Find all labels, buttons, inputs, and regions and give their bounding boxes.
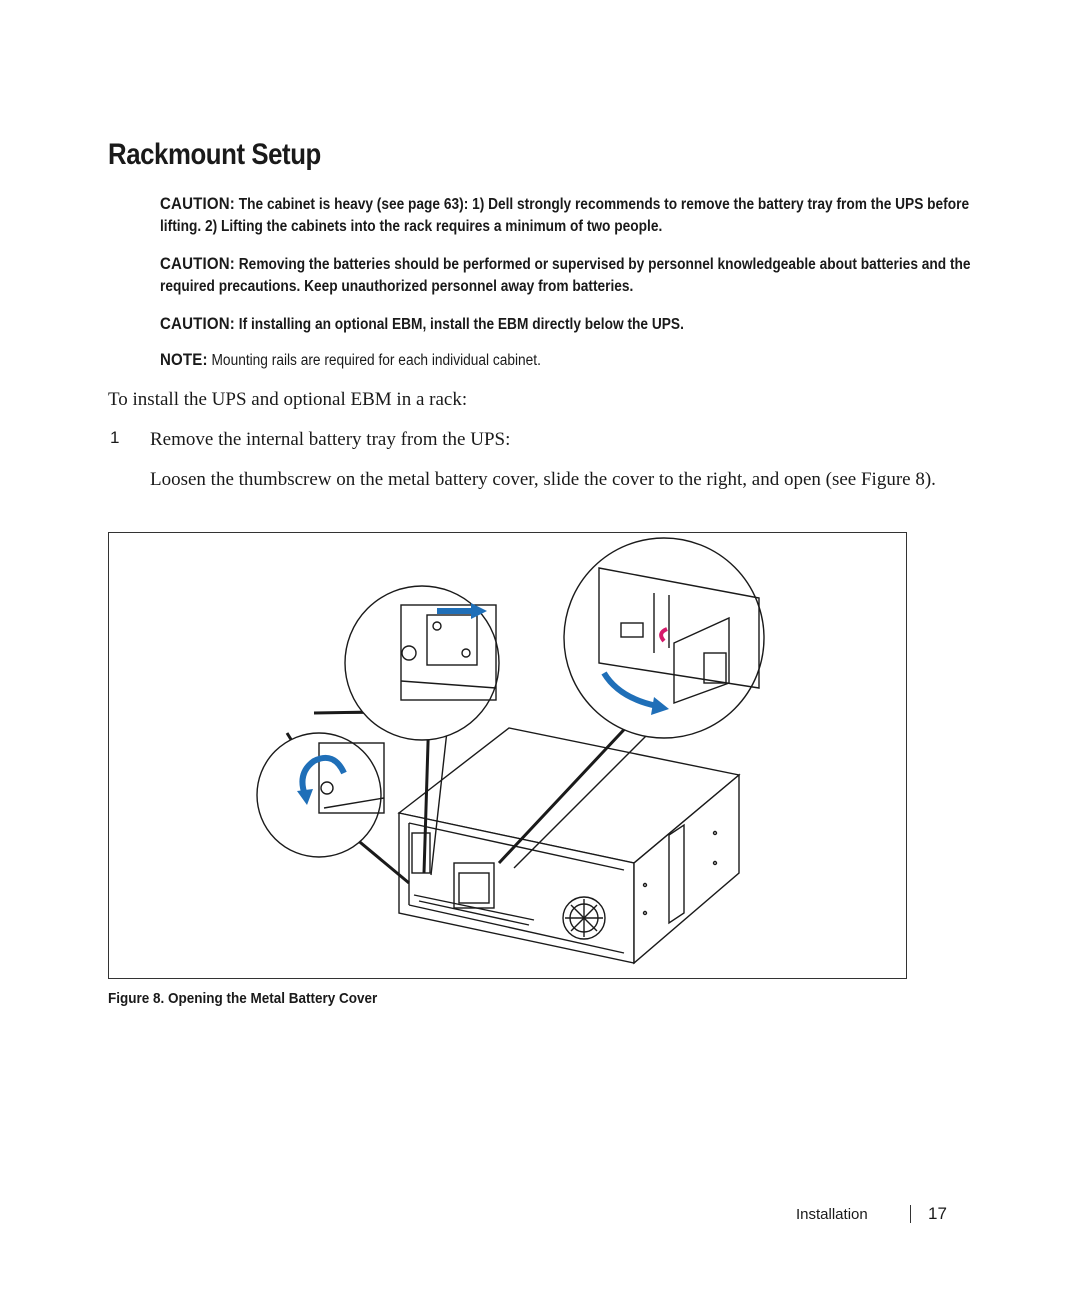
caution-text: Removing the batteries should be performed or supervised by personnel knowledgeable about batteries and the required precautions. Keep unauthorized personnel away from batteries. [160,256,971,295]
caution-label: CAUTION: [160,314,235,333]
caution-text: The cabinet is heavy (see page 63): 1) Dell strongly recommends to remove the battery tray from the UPS before lifting. 2) Lifting the cabinets into the rack requires a minimum of two people. [160,196,970,235]
figure-frame [108,532,907,979]
note-text: Mounting rails are required for each individual cabinet. [211,352,541,369]
caution-label: CAUTION: [160,194,235,213]
page-title: Rackmount Setup [108,138,321,171]
footer-divider [910,1205,911,1223]
note-label: NOTE: [160,350,208,369]
step-text: Remove the internal battery tray from the UPS: [150,429,511,450]
intro-text: To install the UPS and optional EBM in a rack: [108,389,468,410]
caution-note-batteries [160,253,1010,298]
step-number: 1 [110,428,120,447]
footer-section: Installation [796,1206,868,1223]
figure-caption: Figure 8. Opening the Metal Battery Cover [108,990,378,1007]
step-detail-text: Loosen the thumbscrew on the metal battery cover, slide the cover to the right, and open (see Figure 8). [150,469,936,490]
caution-note-ebm [160,313,1010,336]
note-rails [160,349,1010,372]
page-number: 17 [928,1204,947,1223]
caution-note-weight [160,193,1010,238]
ups-battery-cover-illustration [109,533,906,978]
caution-label: CAUTION: [160,254,235,273]
caution-text: If installing an optional EBM, install the EBM directly below the UPS. [238,316,684,333]
